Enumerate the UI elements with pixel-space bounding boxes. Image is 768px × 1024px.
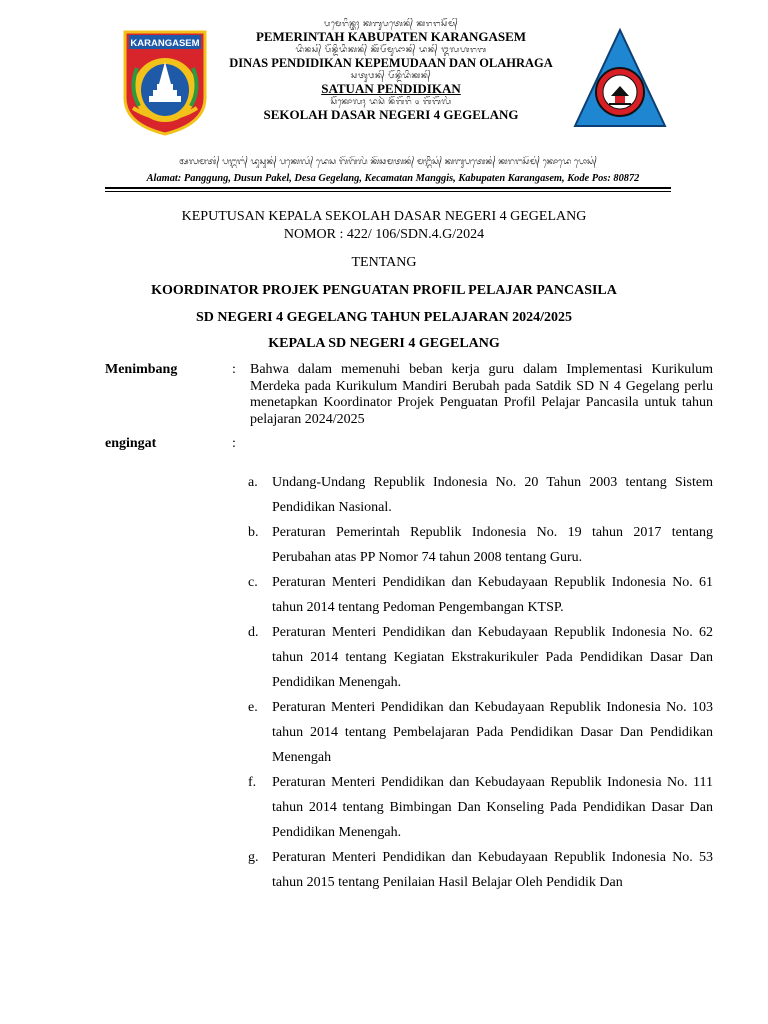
list-item xyxy=(248,570,713,620)
decree-number: NOMOR : 422/ 106/SDN.4.G/2024 xyxy=(283,227,485,242)
karangasem-regency-logo xyxy=(119,28,211,136)
list-item-text: Peraturan Menteri Pendidikan dan Kebudayaan Republik Indonesia No. 62 tahun 2014 tentang Kegiatan Ekstrakurikuler Pada Pendidikan Dasar Dan Pendidikan Menengah. xyxy=(272,625,713,690)
decree-title: KEPUTUSAN KEPALA SEKOLAH DASAR NEGERI 4 GEGELANG xyxy=(181,209,587,224)
menimbang-label: Menimbang xyxy=(105,362,178,377)
legal-basis-list xyxy=(248,470,713,895)
list-item-marker: b. xyxy=(248,525,259,540)
balinese-script-line: ᬲᭂᬓᭀᬮᬄ ᬤᬲᬃ ᬦᭂᬕᭂᬭᬶ ᭔ ᬕᭂᬕᭂᬮᬂ xyxy=(330,97,452,106)
list-item-marker: a. xyxy=(248,475,258,490)
signatory-heading: KEPALA SD NEGERI 4 GEGELANG xyxy=(268,336,500,351)
school-emblem-logo xyxy=(571,26,669,132)
logo-left-caption: KARANGASEM xyxy=(130,38,200,49)
letterhead-rule-thick xyxy=(105,187,671,189)
list-item-marker: e. xyxy=(248,700,258,715)
list-item xyxy=(248,770,713,845)
letterhead-rule-thin xyxy=(105,191,671,192)
list-item xyxy=(248,695,713,770)
decree-about: TENTANG xyxy=(351,255,417,270)
balinese-address-line: ᬅᬮᬫᬢ᭄ ᬧᬗ᭄ᬕᬸᬗ᭄ ᬤᬸᬲᬸᬦ᭄ ᬧᬓᬾᬮ᭄ ᬤᬾᬲ ᬕᭂᬕᭂᬮᬂ ᬓᭂᬘᬫᬢᬦ᭄ ᬫᬗ᭄ᬕᬶᬲ᭄ ᬓᬩᬸᬧᬢᬾᬦ᭄ ᬓᬭᬗᬲᭂᬫ᭄ ᬓᭀᬤᬾ ᬧᭀᬲ᭄ xyxy=(179,157,597,167)
menimbang-text: Bahwa dalam memenuhi beban kerja guru dalam Implementasi Kurikulum Merdeka pada Kurikulum Mandiri Berubah pada Satdik SD N 4 Gegelang perlu menetapkan Koordinator Projek Penguatan Profil Pelajar Pancasila untuk tahun pelajaran 2024/2025 xyxy=(250,362,713,427)
list-item-text: Undang-Undang Republik Indonesia No. 20 Tahun 2003 tentang Sistem Pendidikan Nasional. xyxy=(272,475,713,515)
list-item-text: Peraturan Menteri Pendidikan dan Kebudayaan Republik Indonesia No. 53 tahun 2015 tentang Penilaian Hasil Belajar Oleh Pendidik Dan xyxy=(272,850,713,890)
list-item-text: Peraturan Menteri Pendidikan dan Kebudayaan Republik Indonesia No. 61 tahun 2014 tentang Pedoman Pengembangan KTSP. xyxy=(272,575,713,615)
balinese-script-line: ᬲᬢᬸᬯᬦ᭄ ᬧᭂᬦ᭄ᬤᬶᬤᬶᬓᬦ᭄ xyxy=(351,71,431,80)
list-item-marker: g. xyxy=(248,850,259,865)
mengingat-colon: : xyxy=(232,436,236,451)
list-item-text: Peraturan Menteri Pendidikan dan Kebudayaan Republik Indonesia No. 111 tahun 2014 tentang Bimbingan Dan Konseling Pada Pendidikan Dasar Dan Pendidikan Menengah. xyxy=(272,775,713,840)
decree-subject-line-2: SD NEGERI 4 GEGELANG TAHUN PELAJARAN 2024/2025 xyxy=(196,310,572,325)
department-name: DINAS PENDIDIKAN KEPEMUDAAN DAN OLAHRAGA xyxy=(229,56,553,70)
menimbang-colon: : xyxy=(232,362,236,377)
letterhead-text xyxy=(201,18,581,122)
unit-name: SATUAN PENDIDIKAN xyxy=(321,81,461,96)
list-item xyxy=(248,845,713,895)
school-address: Alamat: Panggung, Dusun Pakel, Desa Gegelang, Kecamatan Manggis, Kabupaten Karangasem, Kode Pos: 80872 xyxy=(146,173,640,184)
letterhead xyxy=(105,18,671,190)
list-item-marker: f. xyxy=(248,775,257,790)
list-item xyxy=(248,520,713,570)
list-item xyxy=(248,620,713,695)
list-item-marker: d. xyxy=(248,625,259,640)
decree-subject-line-1: KOORDINATOR PROJEK PENGUATAN PROFIL PELAJAR PANCASILA xyxy=(151,283,617,298)
list-item-text: Peraturan Menteri Pendidikan dan Kebudayaan Republik Indonesia No. 103 tahun 2014 tentang Pembelajaran Pada Pendidikan Dasar Dan Pendidikan Menengah xyxy=(272,700,713,765)
government-name: PEMERINTAH KABUPATEN KARANGASEM xyxy=(255,29,527,44)
balinese-script-line: ᬤᬶᬦᬲ᭄ ᬧᭂᬦ᭄ᬤᬶᬤᬶᬓᬦ᭄ ᬓᭂᬧᭂᬫᬸᬤᬵᬦ᭄ ᬤᬦ᭄ ᬑᬮᬳᬭᬕ xyxy=(295,45,487,54)
list-item-text: Peraturan Pemerintah Republik Indonesia No. 19 tahun 2017 tentang Perubahan atas PP Nomor 74 tahun 2008 tentang Guru. xyxy=(272,525,713,565)
mengingat-label: engingat xyxy=(105,436,157,451)
list-item xyxy=(248,470,713,520)
balinese-script-line: ᬧᬫᬾᬭᬶᬦ᭄ᬢᬄ ᬓᬩᬸᬧᬢᬾᬦ᭄ ᬓᬭᬗᬲᭂᬫ᭄ xyxy=(323,19,459,28)
school-name: SEKOLAH DASAR NEGERI 4 GEGELANG xyxy=(263,107,519,122)
list-item-marker: c. xyxy=(248,575,258,590)
